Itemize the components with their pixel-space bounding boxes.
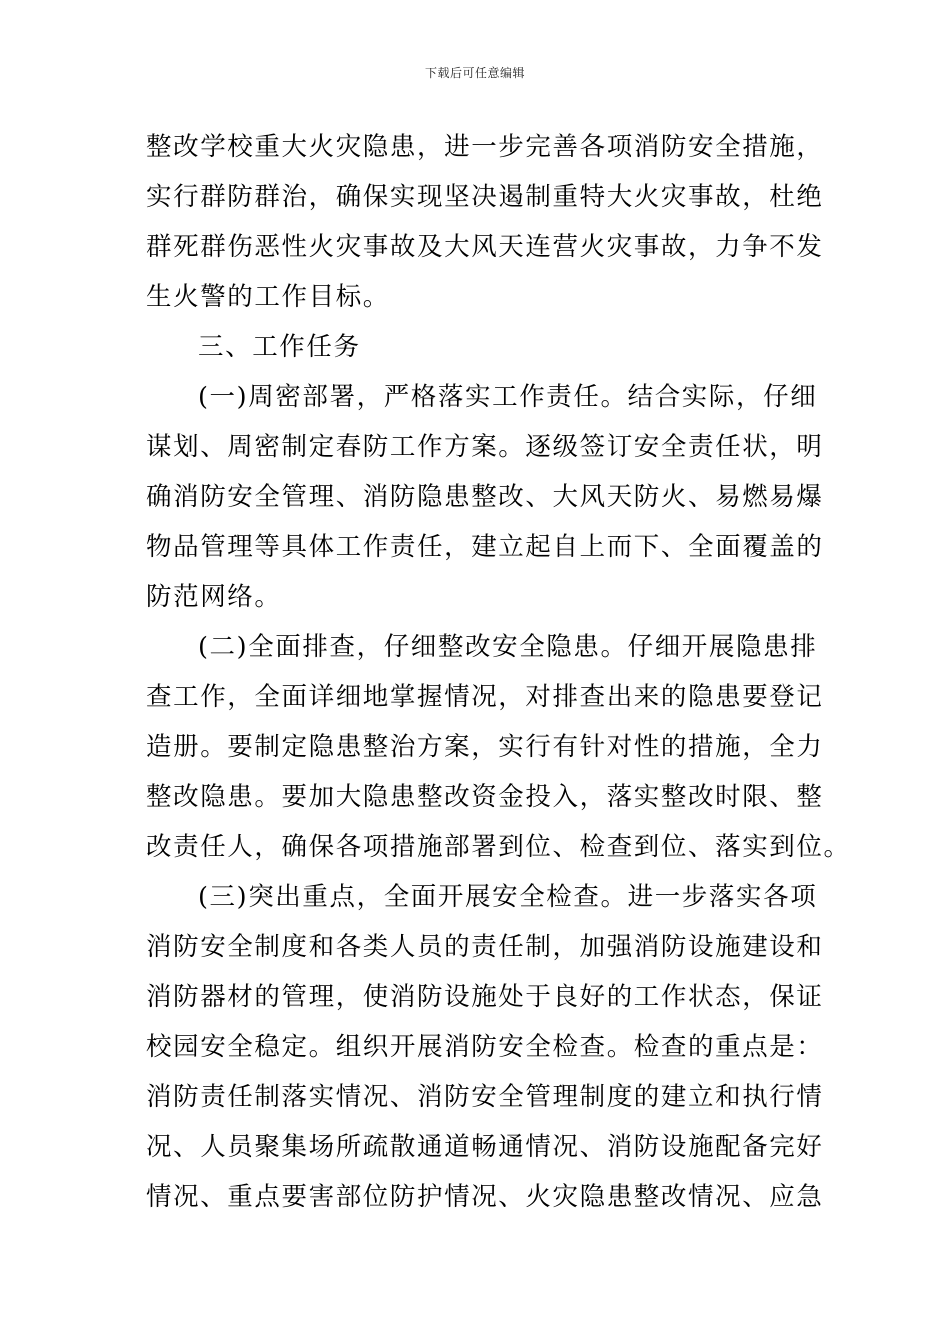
page-header-note: 下载后可任意编辑 xyxy=(424,66,525,80)
text-line: 生火警的工作目标。 xyxy=(146,282,390,312)
text-line: (一)周密部署，严格落实工作责任。结合实际，仔细 xyxy=(198,382,818,412)
text-line: 情况、重点要害部位防护情况、火灾隐患整改情况、应急 xyxy=(146,1182,824,1212)
text-line: 谋划、周密制定春防工作方案。逐级签订安全责任状，明 xyxy=(146,432,824,462)
text-line: 群死群伤恶性火灾事故及大风天连营火灾事故，力争不发 xyxy=(146,232,824,262)
text-line: 校园安全稳定。组织开展消防安全检查。检查的重点是： xyxy=(146,1032,824,1062)
text-line: 实行群防群治，确保实现坚决遏制重特大火灾事故，杜绝 xyxy=(146,182,824,212)
text-line: 整改隐患。要加大隐患整改资金投入，落实整改时限、整 xyxy=(146,782,824,812)
text-line: 造册。要制定隐患整治方案，实行有针对性的措施，全力 xyxy=(146,732,824,762)
text-line: 消防器材的管理，使消防设施处于良好的工作状态，保证 xyxy=(146,982,824,1012)
text-line: 改责任人，确保各项措施部署到位、检查到位、落实到位。 xyxy=(146,832,851,862)
text-line: 查工作，全面详细地掌握情况，对排查出来的隐患要登记 xyxy=(146,682,824,712)
document-body xyxy=(146,122,851,1222)
text-line: 整改学校重大火灾隐患，进一步完善各项消防安全措施， xyxy=(146,132,824,162)
text-line: 物品管理等具体工作责任，建立起自上而下、全面覆盖的 xyxy=(146,532,824,562)
text-line: 况、人员聚集场所疏散通道畅通情况、消防设施配备完好 xyxy=(146,1132,824,1162)
text-line: 消防责任制落实情况、消防安全管理制度的建立和执行情 xyxy=(146,1082,824,1112)
text-line: (二)全面排查，仔细整改安全隐患。仔细开展隐患排 xyxy=(198,632,818,662)
section-heading: 三、工作任务 xyxy=(198,332,361,362)
text-line: 确消防安全管理、消防隐患整改、大风天防火、易燃易爆 xyxy=(146,482,824,512)
text-line: 消防安全制度和各类人员的责任制，加强消防设施建设和 xyxy=(146,932,824,962)
text-line: (三)突出重点，全面开展安全检查。进一步落实各项 xyxy=(198,882,818,912)
text-line: 防范网络。 xyxy=(146,582,282,612)
